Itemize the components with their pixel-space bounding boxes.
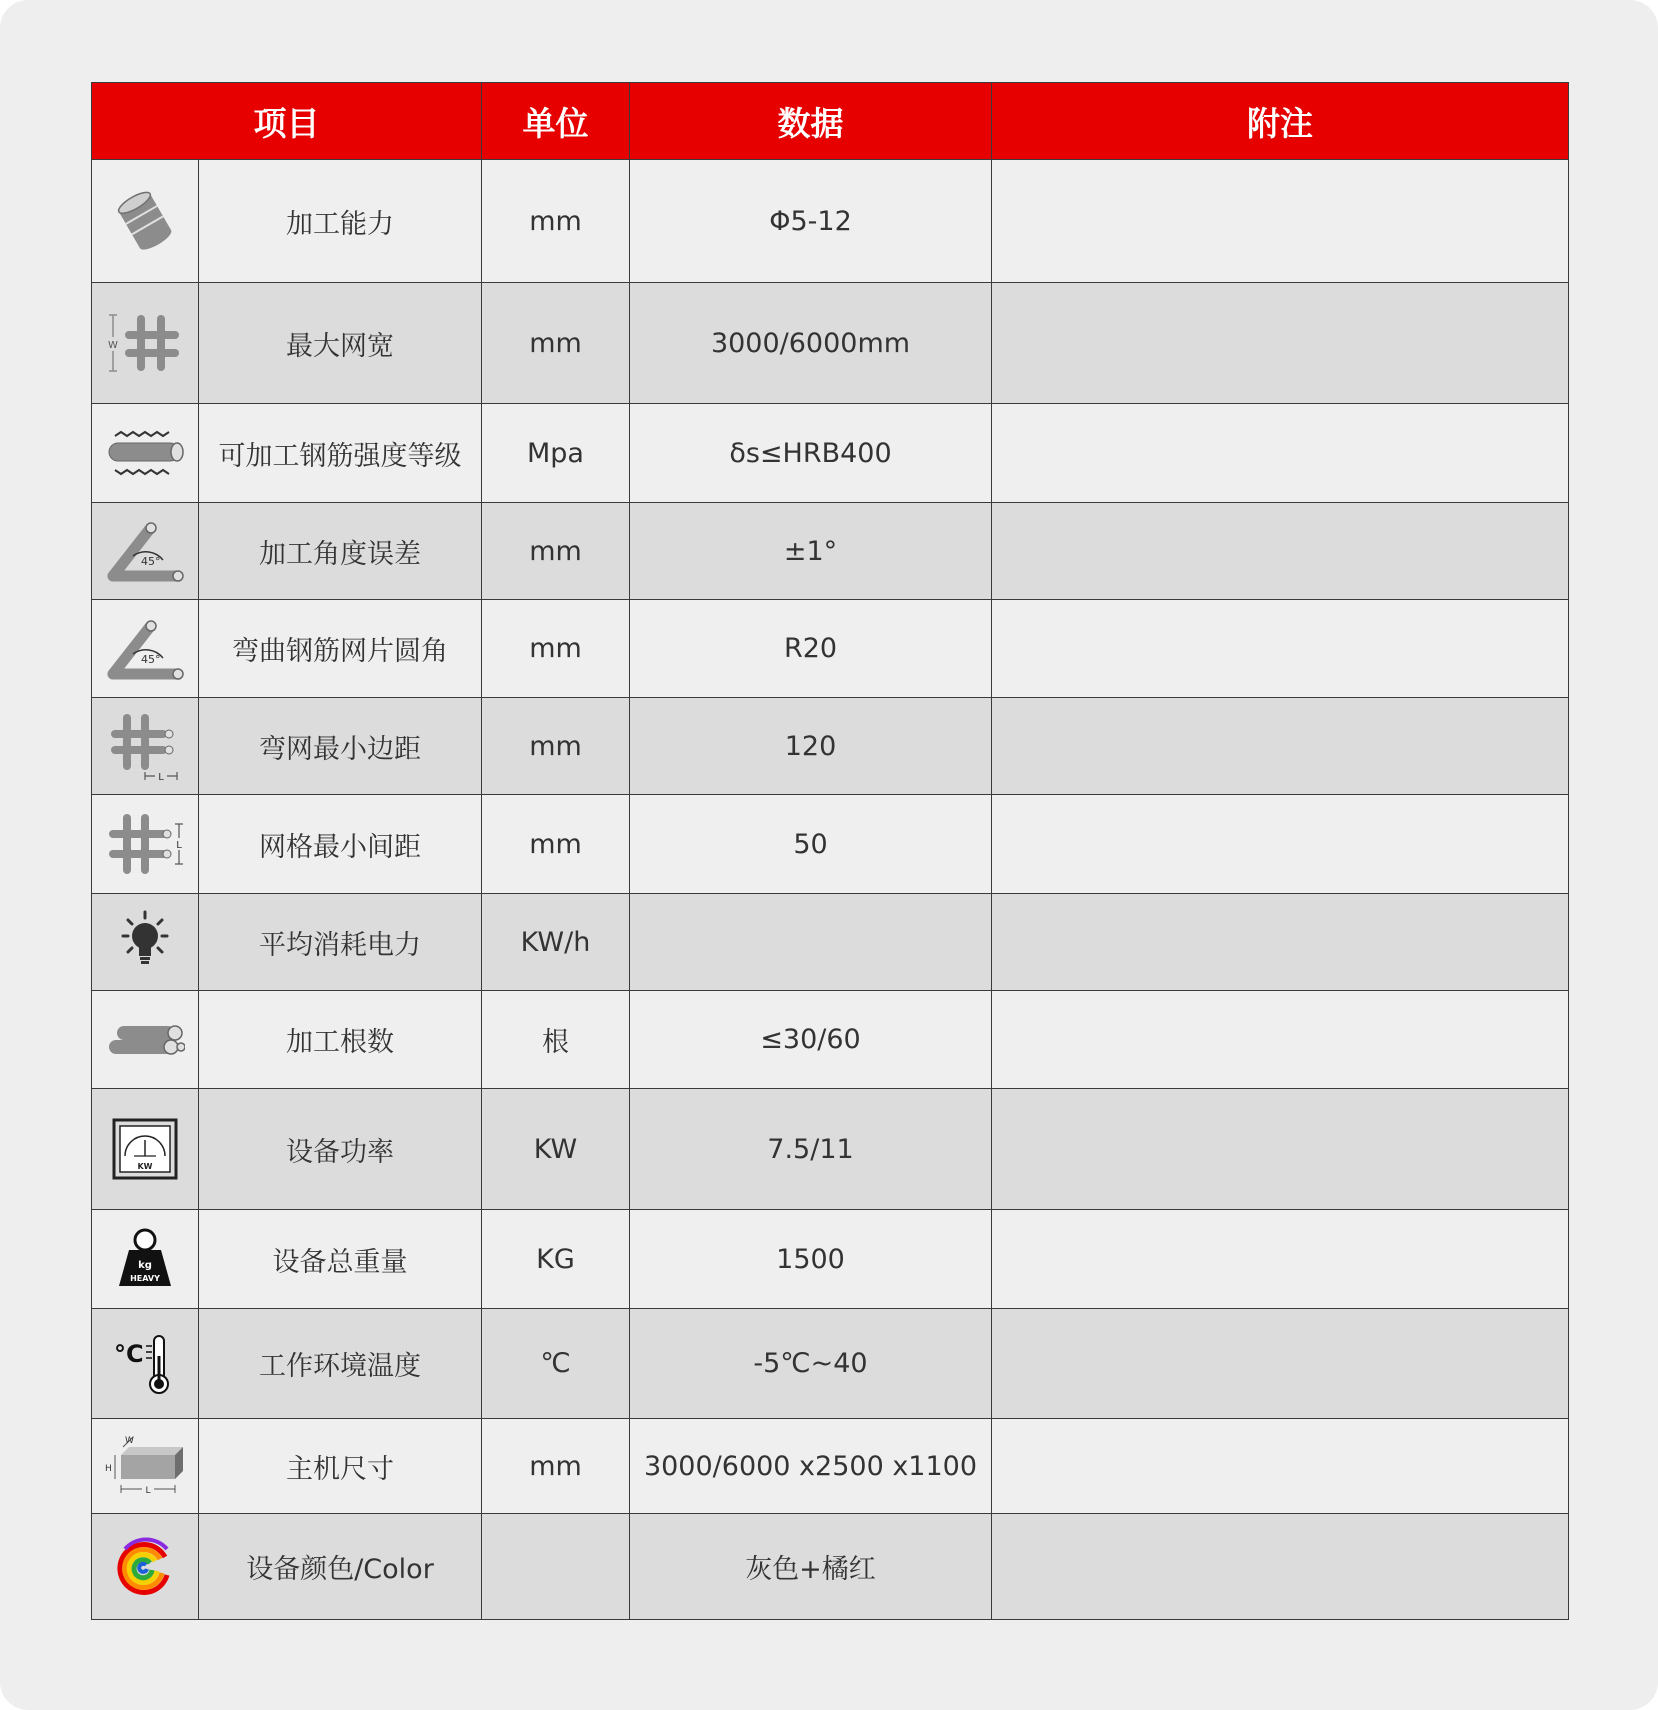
row-item: 设备功率	[199, 1089, 482, 1210]
svg-text:H: H	[105, 1464, 112, 1474]
row-item: 平均消耗电力	[199, 894, 482, 991]
svg-text:kg: kg	[138, 1260, 152, 1271]
row-unit: mm	[482, 600, 630, 698]
row-icon-cell	[92, 795, 199, 894]
row-unit: mm	[482, 160, 630, 283]
row-item: 弯网最小边距	[199, 698, 482, 795]
table-row	[92, 894, 1569, 991]
row-unit: ℃	[482, 1309, 630, 1419]
row-item: 工作环境温度	[199, 1309, 482, 1419]
row-icon-cell	[92, 404, 199, 503]
steel-bar-icon	[110, 186, 180, 256]
header-item: 项目	[92, 83, 482, 160]
row-icon-cell	[92, 503, 199, 600]
row-remark	[992, 1309, 1569, 1419]
row-item: 设备颜色/Color	[199, 1514, 482, 1620]
row-remark	[992, 160, 1569, 283]
row-remark	[992, 1514, 1569, 1620]
row-data: -5℃~40	[630, 1309, 992, 1419]
row-unit: mm	[482, 283, 630, 404]
table-row	[92, 1514, 1569, 1620]
row-icon-cell	[92, 600, 199, 698]
row-icon-cell	[92, 160, 199, 283]
rebar-strength-icon	[105, 428, 185, 478]
row-unit: 根	[482, 991, 630, 1089]
row-data: 灰色+橘红	[630, 1514, 992, 1620]
bend-angle-icon	[105, 616, 185, 682]
table-row	[92, 503, 1569, 600]
bend-angle-icon	[105, 518, 185, 584]
svg-text:°C: °C	[114, 1339, 144, 1368]
row-item: 加工角度误差	[199, 503, 482, 600]
row-data	[630, 894, 992, 991]
header-remark: 附注	[992, 83, 1569, 160]
table-row	[92, 991, 1569, 1089]
row-data: 3000/6000 x2500 x1100	[630, 1419, 992, 1514]
row-item: 可加工钢筋强度等级	[199, 404, 482, 503]
header-data: 数据	[630, 83, 992, 160]
table-row	[92, 1089, 1569, 1210]
row-data: Φ5-12	[630, 160, 992, 283]
bars-stack-icon	[105, 1020, 185, 1060]
table-row	[92, 698, 1569, 795]
row-item: 加工能力	[199, 160, 482, 283]
row-icon-cell	[92, 1089, 199, 1210]
thermometer-icon	[112, 1332, 178, 1396]
row-unit: mm	[482, 1419, 630, 1514]
row-icon-cell	[92, 283, 199, 404]
row-remark	[992, 1210, 1569, 1309]
table-row	[92, 1210, 1569, 1309]
color-wheel-icon	[115, 1535, 175, 1599]
row-unit: KW	[482, 1089, 630, 1210]
row-unit: mm	[482, 795, 630, 894]
table-row	[92, 600, 1569, 698]
row-data: R20	[630, 600, 992, 698]
row-remark	[992, 404, 1569, 503]
row-data: 7.5/11	[630, 1089, 992, 1210]
row-item: 最大网宽	[199, 283, 482, 404]
power-meter-icon	[112, 1118, 178, 1180]
row-unit: mm	[482, 698, 630, 795]
table-row	[92, 160, 1569, 283]
table-row	[92, 283, 1569, 404]
spec-table	[91, 82, 1569, 1620]
row-item: 网格最小间距	[199, 795, 482, 894]
mesh-width-icon	[105, 307, 185, 379]
svg-text:L: L	[176, 840, 182, 851]
row-remark	[992, 600, 1569, 698]
svg-text:L: L	[145, 1486, 151, 1496]
svg-text:L: L	[158, 772, 164, 782]
row-unit: KG	[482, 1210, 630, 1309]
row-data: δs≤HRB400	[630, 404, 992, 503]
row-unit: mm	[482, 503, 630, 600]
row-icon-cell	[92, 991, 199, 1089]
row-icon-cell	[92, 1419, 199, 1514]
row-remark	[992, 1419, 1569, 1514]
mesh-spacing-icon	[105, 808, 185, 880]
row-data: 50	[630, 795, 992, 894]
row-remark	[992, 283, 1569, 404]
header-unit: 单位	[482, 83, 630, 160]
row-icon-cell	[92, 1210, 199, 1309]
row-remark	[992, 503, 1569, 600]
row-data: ±1°	[630, 503, 992, 600]
row-item: 设备总重量	[199, 1210, 482, 1309]
row-unit: Mpa	[482, 404, 630, 503]
svg-text:W: W	[125, 1436, 134, 1446]
svg-text:45°: 45°	[141, 652, 161, 666]
row-unit: KW/h	[482, 894, 630, 991]
table-row	[92, 795, 1569, 894]
row-data: ≤30/60	[630, 991, 992, 1089]
row-icon-cell	[92, 894, 199, 991]
svg-text:KW: KW	[137, 1162, 153, 1171]
table-row	[92, 404, 1569, 503]
row-unit	[482, 1514, 630, 1620]
row-icon-cell	[92, 1309, 199, 1419]
row-data: 1500	[630, 1210, 992, 1309]
table-header-row	[92, 83, 1569, 160]
row-item: 弯曲钢筋网片圆角	[199, 600, 482, 698]
row-remark	[992, 795, 1569, 894]
row-remark	[992, 1089, 1569, 1210]
row-remark	[992, 991, 1569, 1089]
svg-text:W: W	[108, 340, 118, 351]
weight-icon	[115, 1228, 175, 1290]
svg-text:45°: 45°	[141, 555, 161, 568]
row-data: 120	[630, 698, 992, 795]
row-data: 3000/6000mm	[630, 283, 992, 404]
table-row	[92, 1419, 1569, 1514]
row-icon-cell	[92, 1514, 199, 1620]
table-row	[92, 1309, 1569, 1419]
row-item: 主机尺寸	[199, 1419, 482, 1514]
row-icon-cell	[92, 698, 199, 795]
row-remark	[992, 894, 1569, 991]
svg-text:HEAVY: HEAVY	[130, 1274, 160, 1283]
dimensions-box-icon	[103, 1433, 187, 1499]
row-remark	[992, 698, 1569, 795]
mesh-edge-distance-icon	[105, 710, 185, 782]
light-bulb-icon	[115, 910, 175, 974]
row-item: 加工根数	[199, 991, 482, 1089]
